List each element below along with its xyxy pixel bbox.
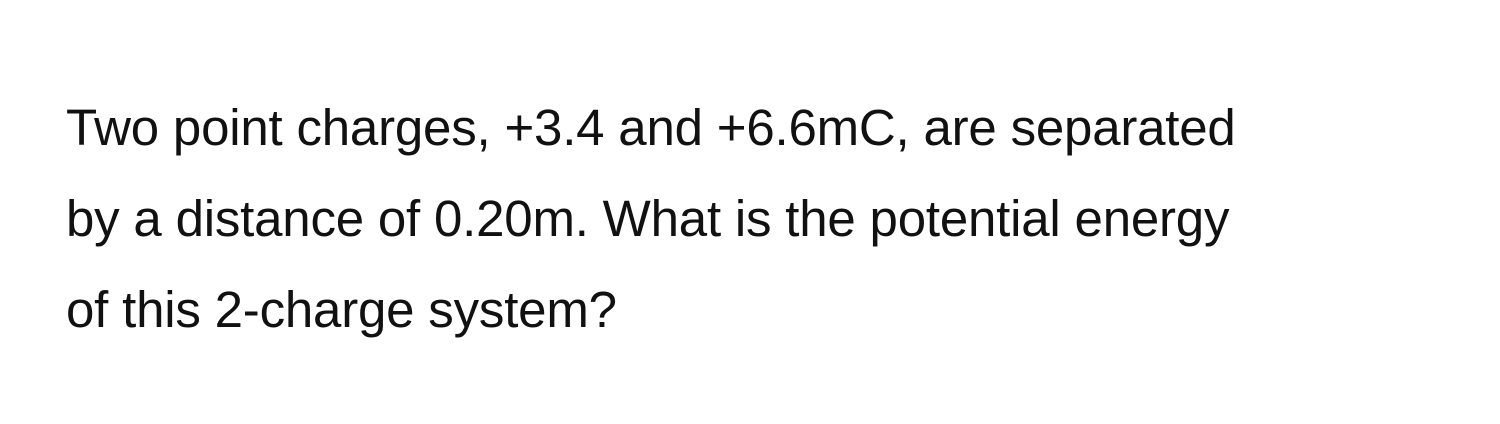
question-line-3: of this 2-charge system? (66, 281, 617, 338)
question-line-1: Two point charges, +3.4 and +6.6mC, are separated (66, 99, 1236, 156)
question-line-2: by a distance of 0.20m. What is the potential energy (66, 190, 1230, 247)
question-text (66, 82, 1466, 355)
